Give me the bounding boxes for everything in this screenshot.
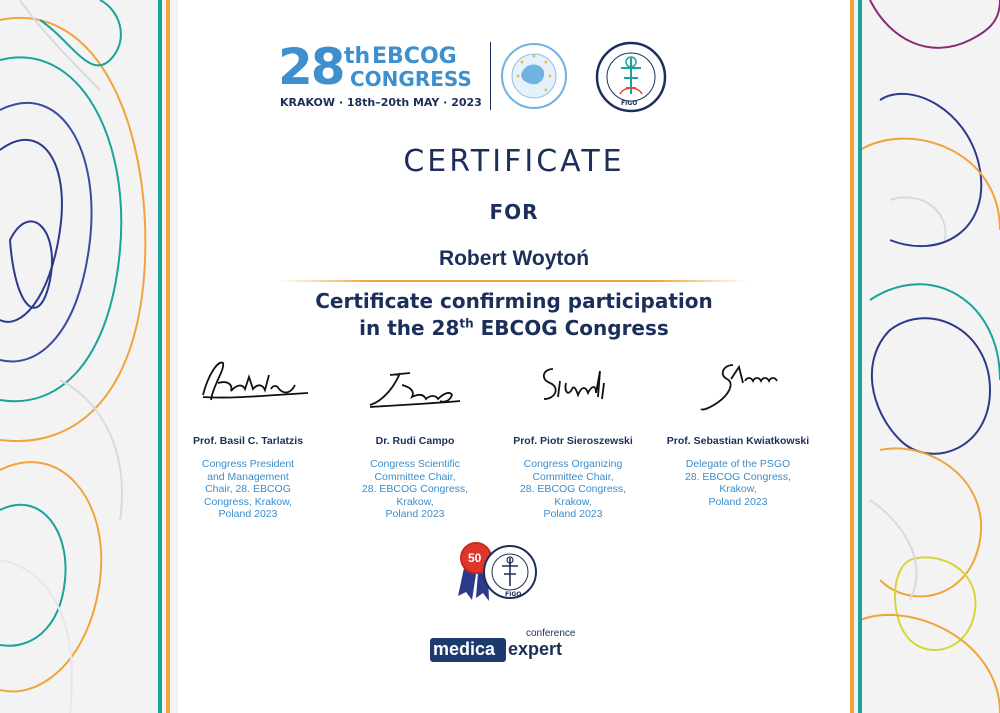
signatory-3-role-line: Poland 2023 xyxy=(543,508,603,520)
signatory-2-role-line: 28. EBCOG Congress, xyxy=(361,483,469,495)
for-label: FOR xyxy=(489,200,539,224)
certificate-body xyxy=(178,0,850,713)
signatory-1-role-line: Poland 2023 xyxy=(218,508,278,520)
signatory-3-role-line: Committee Chair, xyxy=(532,470,614,483)
signatory-4-role-line: 28. EBCOG Congress, xyxy=(684,470,792,483)
signatory-4-name: Prof. Sebastian Kwiatkowski xyxy=(666,435,810,447)
signatory-3-role-line: Krakow, xyxy=(554,495,592,508)
signatory-2-role xyxy=(340,458,490,521)
purpose-line-2-text: in the 28 xyxy=(359,316,460,340)
logo-divider xyxy=(490,42,491,110)
signatory-3-role-line: Congress Organizing xyxy=(523,458,623,470)
signatory-1-role-line: and Management xyxy=(207,470,289,483)
anniversary-number: 50 xyxy=(468,551,482,565)
signatory-4-role-line: Poland 2023 xyxy=(708,495,768,508)
organizer-expert: expert xyxy=(508,639,563,659)
congress-location-dates: KRAKOW · 18th–20th MAY · 2023 xyxy=(280,96,482,109)
congress-logo xyxy=(278,40,488,112)
signatory-2-role-line: Committee Chair, xyxy=(374,470,456,483)
signatory-3 xyxy=(498,355,648,521)
certificate-title: CERTIFICATE xyxy=(403,144,625,179)
signatory-4-role xyxy=(663,458,813,508)
anniversary-badge xyxy=(456,540,540,606)
signatory-3-role-line: 28. EBCOG Congress, xyxy=(519,483,627,495)
congress-event-name: EBCOG xyxy=(372,44,457,69)
signatory-4-role-line: Krakow, xyxy=(719,483,757,495)
signatory-4-role-line: Delegate of the PSGO xyxy=(685,458,791,470)
purpose-line-1: Certificate confirming participation xyxy=(315,289,713,313)
organizer-logo xyxy=(430,630,590,662)
signatory-2-name: Dr. Rudi Campo xyxy=(375,435,455,447)
signatory-1-role-line: Congress, Krakow, xyxy=(203,495,293,508)
signature-3 xyxy=(498,355,648,415)
recipient-underline xyxy=(278,280,748,282)
signatory-1 xyxy=(173,355,323,521)
signature-4 xyxy=(663,355,813,415)
ebcog-seal xyxy=(500,42,568,110)
purpose-line-2 xyxy=(178,316,850,340)
signatory-2-role-line: Congress Scientific xyxy=(370,458,460,470)
congress-label: CONGRESS xyxy=(350,67,472,91)
organizer-sub: conference xyxy=(526,628,576,639)
purpose-line-2-end: EBCOG Congress xyxy=(473,316,669,340)
signatory-1-role xyxy=(173,458,323,521)
signatory-2-role-line: Poland 2023 xyxy=(385,508,445,520)
recipient-name: Robert Woytoń xyxy=(438,247,590,270)
signatory-2 xyxy=(340,355,490,521)
signatory-1-role-line: Congress President xyxy=(201,458,295,470)
signatory-3-role xyxy=(498,458,648,521)
anniversary-seal-figo: FIGO xyxy=(505,591,522,598)
signatory-1-role-line: Chair, 28. EBCOG xyxy=(205,483,291,495)
signatory-3-name: Prof. Piotr Sieroszewski xyxy=(513,435,633,447)
purpose-line-2-superscript: th xyxy=(459,316,474,331)
congress-number-suffix: th xyxy=(344,44,371,69)
signature-2 xyxy=(340,355,490,415)
right-decorative-border xyxy=(850,0,1000,713)
signatory-4 xyxy=(663,355,813,508)
organizer-medica: medica xyxy=(433,639,496,659)
society-seal-figo: FIGO xyxy=(621,100,638,107)
signature-1 xyxy=(173,355,323,415)
congress-number: 28 xyxy=(278,38,344,96)
signatory-1-name: Prof. Basil C. Tarlatzis xyxy=(192,435,304,447)
left-decorative-border xyxy=(0,0,178,713)
signatory-2-role-line: Krakow, xyxy=(396,495,434,508)
